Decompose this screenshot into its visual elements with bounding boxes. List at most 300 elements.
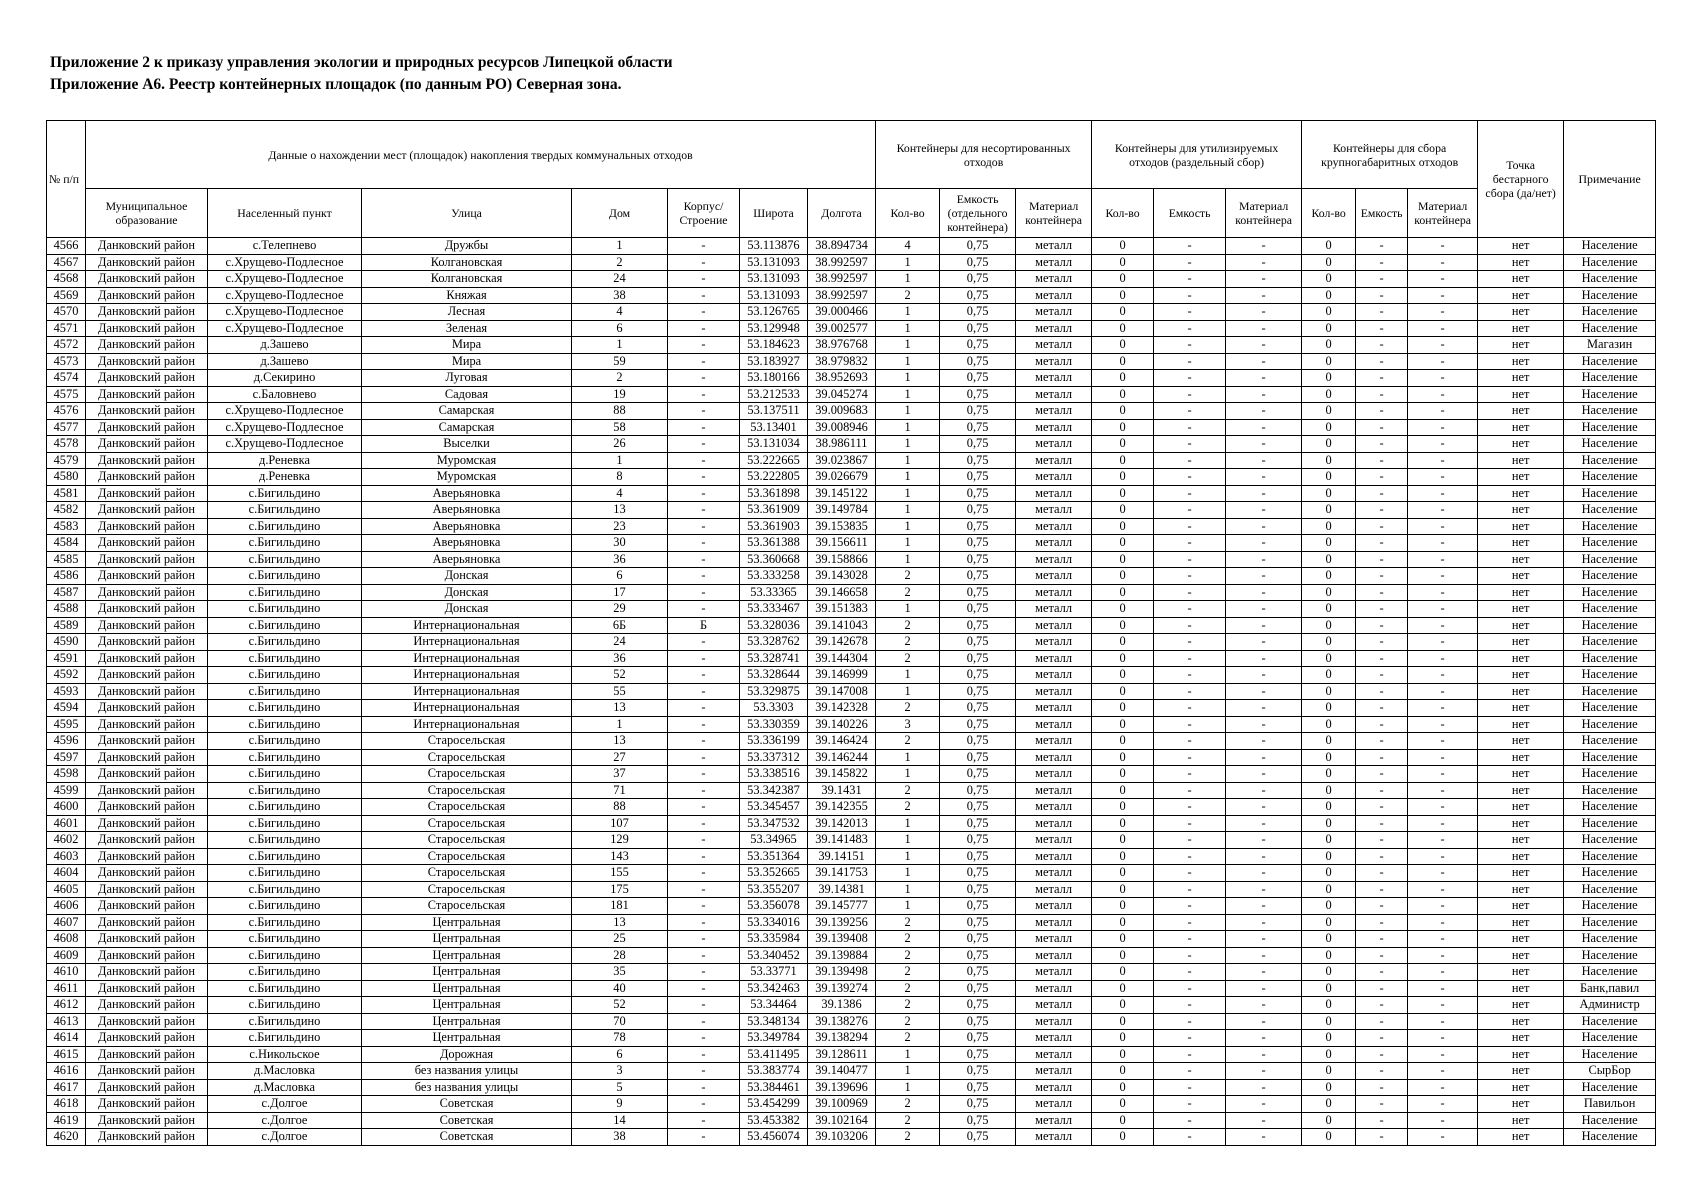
header-b-capacity: Емкость (1356, 189, 1408, 238)
cell-recycled-material: - (1226, 815, 1302, 832)
cell-building: - (668, 1129, 740, 1146)
cell-unsorted-material: металл (1016, 931, 1092, 948)
cell-recycled-material: - (1226, 287, 1302, 304)
cell-bulky-count: 0 (1302, 799, 1356, 816)
table-row (47, 502, 1656, 519)
cell-unsorted-count: 1 (876, 865, 940, 882)
cell-unsorted-capacity: 0,75 (940, 782, 1016, 799)
cell-building: Б (668, 617, 740, 634)
cell-bestarny-point: нет (1478, 386, 1564, 403)
cell-unsorted-material: металл (1016, 320, 1092, 337)
cell-unsorted-count: 2 (876, 980, 940, 997)
cell-recycled-count: 0 (1092, 485, 1154, 502)
cell-row-num: 4608 (47, 931, 86, 948)
table-row (47, 370, 1656, 387)
cell-recycled-capacity: - (1154, 634, 1226, 651)
cell-bulky-capacity: - (1356, 452, 1408, 469)
cell-longitude: 39.153835 (808, 518, 876, 535)
cell-building: - (668, 502, 740, 519)
cell-settlement: д.Реневка (208, 469, 362, 486)
cell-unsorted-capacity: 0,75 (940, 848, 1016, 865)
cell-recycled-count: 0 (1092, 733, 1154, 750)
cell-note: Население (1564, 947, 1656, 964)
cell-note: Население (1564, 1030, 1656, 1047)
cell-house: 4 (572, 485, 668, 502)
table-row (47, 254, 1656, 271)
cell-unsorted-count: 2 (876, 1096, 940, 1113)
cell-bulky-material: - (1408, 469, 1478, 486)
cell-municipality: Данковский район (86, 370, 208, 387)
cell-unsorted-material: металл (1016, 700, 1092, 717)
cell-unsorted-count: 1 (876, 485, 940, 502)
cell-street: Центральная (362, 1013, 572, 1030)
cell-bestarny-point: нет (1478, 238, 1564, 255)
cell-recycled-capacity: - (1154, 271, 1226, 288)
cell-municipality: Данковский район (86, 403, 208, 420)
cell-house: 19 (572, 386, 668, 403)
cell-building: - (668, 1030, 740, 1047)
cell-bestarny-point: нет (1478, 584, 1564, 601)
cell-recycled-capacity: - (1154, 304, 1226, 321)
cell-house: 1 (572, 337, 668, 354)
cell-bulky-capacity: - (1356, 535, 1408, 552)
cell-bulky-material: - (1408, 799, 1478, 816)
cell-street: Выселки (362, 436, 572, 453)
cell-bulky-count: 0 (1302, 1079, 1356, 1096)
cell-longitude: 39.000466 (808, 304, 876, 321)
cell-recycled-material: - (1226, 568, 1302, 585)
cell-street: Самарская (362, 403, 572, 420)
cell-bulky-count: 0 (1302, 1096, 1356, 1113)
cell-street: Интернациональная (362, 617, 572, 634)
cell-recycled-capacity: - (1154, 1046, 1226, 1063)
cell-municipality: Данковский район (86, 551, 208, 568)
cell-longitude: 39.102164 (808, 1112, 876, 1129)
cell-unsorted-material: металл (1016, 1129, 1092, 1146)
cell-recycled-material: - (1226, 634, 1302, 651)
cell-note: Население (1564, 700, 1656, 717)
cell-unsorted-count: 1 (876, 419, 940, 436)
cell-recycled-capacity: - (1154, 947, 1226, 964)
table-row (47, 650, 1656, 667)
cell-bulky-capacity: - (1356, 733, 1408, 750)
cell-bulky-count: 0 (1302, 1063, 1356, 1080)
cell-bulky-material: - (1408, 1046, 1478, 1063)
cell-street: Старосельская (362, 815, 572, 832)
cell-row-num: 4602 (47, 832, 86, 849)
cell-bulky-count: 0 (1302, 980, 1356, 997)
cell-unsorted-count: 2 (876, 634, 940, 651)
cell-unsorted-capacity: 0,75 (940, 815, 1016, 832)
cell-building: - (668, 1013, 740, 1030)
cell-bulky-count: 0 (1302, 997, 1356, 1014)
cell-recycled-capacity: - (1154, 980, 1226, 997)
cell-bulky-capacity: - (1356, 782, 1408, 799)
cell-latitude: 53.212533 (740, 386, 808, 403)
cell-bestarny-point: нет (1478, 436, 1564, 453)
cell-recycled-material: - (1226, 419, 1302, 436)
cell-unsorted-count: 1 (876, 403, 940, 420)
cell-note: Население (1564, 584, 1656, 601)
cell-bulky-material: - (1408, 749, 1478, 766)
cell-unsorted-material: металл (1016, 1046, 1092, 1063)
cell-note: Население (1564, 1079, 1656, 1096)
cell-latitude: 53.129948 (740, 320, 808, 337)
cell-street: Зеленая (362, 320, 572, 337)
cell-unsorted-material: металл (1016, 403, 1092, 420)
cell-street: Старосельская (362, 733, 572, 750)
cell-note: Население (1564, 683, 1656, 700)
cell-recycled-material: - (1226, 1129, 1302, 1146)
table-row (47, 1096, 1656, 1113)
cell-unsorted-count: 4 (876, 238, 940, 255)
cell-row-num: 4585 (47, 551, 86, 568)
cell-longitude: 39.045274 (808, 386, 876, 403)
cell-municipality: Данковский район (86, 485, 208, 502)
cell-latitude: 53.361903 (740, 518, 808, 535)
cell-bulky-count: 0 (1302, 452, 1356, 469)
cell-latitude: 53.34965 (740, 832, 808, 849)
cell-latitude: 53.342387 (740, 782, 808, 799)
cell-row-num: 4579 (47, 452, 86, 469)
cell-recycled-material: - (1226, 238, 1302, 255)
cell-settlement: с.Бигильдино (208, 683, 362, 700)
cell-unsorted-capacity: 0,75 (940, 353, 1016, 370)
cell-unsorted-count: 1 (876, 452, 940, 469)
cell-unsorted-count: 2 (876, 617, 940, 634)
cell-bestarny-point: нет (1478, 403, 1564, 420)
cell-recycled-material: - (1226, 898, 1302, 915)
cell-unsorted-capacity: 0,75 (940, 947, 1016, 964)
cell-row-num: 4596 (47, 733, 86, 750)
cell-bulky-capacity: - (1356, 518, 1408, 535)
cell-house: 1 (572, 238, 668, 255)
cell-bulky-capacity: - (1356, 337, 1408, 354)
cell-house: 70 (572, 1013, 668, 1030)
cell-bulky-capacity: - (1356, 634, 1408, 651)
cell-unsorted-capacity: 0,75 (940, 914, 1016, 931)
cell-row-num: 4610 (47, 964, 86, 981)
cell-bulky-material: - (1408, 436, 1478, 453)
cell-recycled-count: 0 (1092, 287, 1154, 304)
cell-building: - (668, 254, 740, 271)
cell-longitude: 38.992597 (808, 254, 876, 271)
cell-longitude: 39.142678 (808, 634, 876, 651)
cell-unsorted-material: металл (1016, 304, 1092, 321)
cell-building: - (668, 485, 740, 502)
cell-unsorted-capacity: 0,75 (940, 584, 1016, 601)
cell-unsorted-material: металл (1016, 832, 1092, 849)
cell-unsorted-count: 1 (876, 254, 940, 271)
cell-recycled-count: 0 (1092, 1030, 1154, 1047)
header-bulky-group: Контейнеры для сбора крупногабаритных отходов (1302, 121, 1478, 189)
cell-bulky-material: - (1408, 1063, 1478, 1080)
cell-recycled-count: 0 (1092, 584, 1154, 601)
cell-unsorted-capacity: 0,75 (940, 980, 1016, 997)
cell-unsorted-material: металл (1016, 799, 1092, 816)
cell-row-num: 4586 (47, 568, 86, 585)
cell-unsorted-material: металл (1016, 815, 1092, 832)
cell-house: 143 (572, 848, 668, 865)
cell-house: 14 (572, 1112, 668, 1129)
cell-latitude: 53.384461 (740, 1079, 808, 1096)
cell-note: Население (1564, 386, 1656, 403)
cell-recycled-count: 0 (1092, 931, 1154, 948)
cell-note: Население (1564, 287, 1656, 304)
cell-latitude: 53.456074 (740, 1129, 808, 1146)
cell-recycled-count: 0 (1092, 782, 1154, 799)
cell-unsorted-material: металл (1016, 980, 1092, 997)
cell-note: Население (1564, 353, 1656, 370)
cell-house: 13 (572, 914, 668, 931)
cell-house: 26 (572, 436, 668, 453)
cell-bestarny-point: нет (1478, 535, 1564, 552)
cell-recycled-capacity: - (1154, 1030, 1226, 1047)
cell-longitude: 39.142355 (808, 799, 876, 816)
cell-bulky-count: 0 (1302, 848, 1356, 865)
cell-building: - (668, 733, 740, 750)
cell-note: Население (1564, 1013, 1656, 1030)
cell-row-num: 4607 (47, 914, 86, 931)
cell-recycled-material: - (1226, 485, 1302, 502)
cell-settlement: с.Бигильдино (208, 749, 362, 766)
cell-street: Старосельская (362, 799, 572, 816)
cell-building: - (668, 304, 740, 321)
table-row (47, 601, 1656, 618)
cell-bulky-count: 0 (1302, 584, 1356, 601)
cell-latitude: 53.334016 (740, 914, 808, 931)
cell-recycled-count: 0 (1092, 238, 1154, 255)
cell-bulky-capacity: - (1356, 254, 1408, 271)
table-row (47, 304, 1656, 321)
header-point: Точка бестарного сбора (да/нет) (1478, 121, 1564, 238)
cell-bulky-material: - (1408, 716, 1478, 733)
cell-bulky-capacity: - (1356, 1030, 1408, 1047)
cell-latitude: 53.329875 (740, 683, 808, 700)
cell-bulky-count: 0 (1302, 617, 1356, 634)
cell-bulky-material: - (1408, 700, 1478, 717)
cell-bulky-count: 0 (1302, 469, 1356, 486)
cell-bulky-material: - (1408, 634, 1478, 651)
cell-building: - (668, 370, 740, 387)
cell-building: - (668, 452, 740, 469)
cell-recycled-count: 0 (1092, 535, 1154, 552)
cell-note: Павильон (1564, 1096, 1656, 1113)
cell-house: 6 (572, 1046, 668, 1063)
cell-bulky-material: - (1408, 238, 1478, 255)
cell-latitude: 53.222805 (740, 469, 808, 486)
cell-recycled-material: - (1226, 700, 1302, 717)
cell-row-num: 4603 (47, 848, 86, 865)
cell-row-num: 4618 (47, 1096, 86, 1113)
cell-unsorted-capacity: 0,75 (940, 370, 1016, 387)
cell-bestarny-point: нет (1478, 964, 1564, 981)
cell-row-num: 4609 (47, 947, 86, 964)
cell-recycled-material: - (1226, 535, 1302, 552)
cell-street: без названия улицы (362, 1079, 572, 1096)
cell-unsorted-capacity: 0,75 (940, 881, 1016, 898)
cell-bestarny-point: нет (1478, 733, 1564, 750)
cell-bestarny-point: нет (1478, 1096, 1564, 1113)
cell-building: - (668, 1079, 740, 1096)
cell-street: Старосельская (362, 898, 572, 915)
cell-street: Старосельская (362, 848, 572, 865)
cell-latitude: 53.13401 (740, 419, 808, 436)
cell-bulky-count: 0 (1302, 832, 1356, 849)
cell-recycled-count: 0 (1092, 1079, 1154, 1096)
cell-settlement: с.Хрущево-Подлесное (208, 254, 362, 271)
cell-unsorted-count: 1 (876, 815, 940, 832)
cell-recycled-material: - (1226, 386, 1302, 403)
cell-recycled-material: - (1226, 865, 1302, 882)
cell-settlement: с.Бигильдино (208, 931, 362, 948)
cell-unsorted-count: 1 (876, 683, 940, 700)
cell-latitude: 53.333258 (740, 568, 808, 585)
cell-settlement: с.Бигильдино (208, 848, 362, 865)
cell-latitude: 53.330359 (740, 716, 808, 733)
cell-unsorted-capacity: 0,75 (940, 1079, 1016, 1096)
cell-unsorted-capacity: 0,75 (940, 683, 1016, 700)
cell-recycled-count: 0 (1092, 1129, 1154, 1146)
cell-recycled-capacity: - (1154, 469, 1226, 486)
cell-street: Старосельская (362, 881, 572, 898)
header-b-count: Кол-во (1302, 189, 1356, 238)
cell-house: 35 (572, 964, 668, 981)
cell-recycled-capacity: - (1154, 914, 1226, 931)
cell-building: - (668, 1112, 740, 1129)
cell-unsorted-material: металл (1016, 469, 1092, 486)
cell-recycled-material: - (1226, 997, 1302, 1014)
cell-unsorted-material: металл (1016, 1063, 1092, 1080)
cell-building: - (668, 700, 740, 717)
cell-longitude: 39.008946 (808, 419, 876, 436)
cell-house: 38 (572, 1129, 668, 1146)
cell-recycled-capacity: - (1154, 1112, 1226, 1129)
cell-building: - (668, 782, 740, 799)
cell-recycled-capacity: - (1154, 881, 1226, 898)
cell-note: Население (1564, 469, 1656, 486)
cell-latitude: 53.126765 (740, 304, 808, 321)
cell-recycled-material: - (1226, 1063, 1302, 1080)
cell-bulky-capacity: - (1356, 320, 1408, 337)
cell-bulky-capacity: - (1356, 914, 1408, 931)
cell-row-num: 4580 (47, 469, 86, 486)
cell-recycled-count: 0 (1092, 964, 1154, 981)
cell-row-num: 4566 (47, 238, 86, 255)
cell-row-num: 4593 (47, 683, 86, 700)
cell-note: Население (1564, 535, 1656, 552)
table-row (47, 914, 1656, 931)
cell-municipality: Данковский район (86, 881, 208, 898)
cell-recycled-material: - (1226, 964, 1302, 981)
cell-row-num: 4605 (47, 881, 86, 898)
cell-street: Интернациональная (362, 650, 572, 667)
cell-unsorted-material: металл (1016, 716, 1092, 733)
cell-settlement: с.Хрущево-Подлесное (208, 436, 362, 453)
cell-unsorted-capacity: 0,75 (940, 518, 1016, 535)
cell-settlement: д.Зашево (208, 353, 362, 370)
cell-settlement: с.Бигильдино (208, 964, 362, 981)
cell-bulky-capacity: - (1356, 931, 1408, 948)
cell-unsorted-count: 1 (876, 832, 940, 849)
cell-bulky-material: - (1408, 667, 1478, 684)
cell-municipality: Данковский район (86, 535, 208, 552)
cell-note: Население (1564, 271, 1656, 288)
cell-street: Интернациональная (362, 716, 572, 733)
cell-bulky-capacity: - (1356, 584, 1408, 601)
cell-longitude: 39.1431 (808, 782, 876, 799)
cell-bestarny-point: нет (1478, 997, 1564, 1014)
cell-bestarny-point: нет (1478, 337, 1564, 354)
cell-recycled-count: 0 (1092, 436, 1154, 453)
cell-municipality: Данковский район (86, 980, 208, 997)
cell-settlement: с.Хрущево-Подлесное (208, 320, 362, 337)
cell-building: - (668, 749, 740, 766)
cell-settlement: с.Хрущево-Подлесное (208, 419, 362, 436)
cell-note: Население (1564, 238, 1656, 255)
cell-bulky-material: - (1408, 766, 1478, 783)
cell-latitude: 53.137511 (740, 403, 808, 420)
cell-bulky-material: - (1408, 551, 1478, 568)
table-row (47, 469, 1656, 486)
cell-unsorted-material: металл (1016, 683, 1092, 700)
header-b-material: Материал контейнера (1408, 189, 1478, 238)
cell-house: 2 (572, 370, 668, 387)
document-title-line-1: Приложение 2 к приказу управления экологии и природных ресурсов Липецкой области (50, 54, 673, 71)
cell-bulky-capacity: - (1356, 815, 1408, 832)
cell-house: 6Б (572, 617, 668, 634)
cell-bulky-capacity: - (1356, 881, 1408, 898)
cell-bestarny-point: нет (1478, 634, 1564, 651)
cell-longitude: 39.142328 (808, 700, 876, 717)
table-row (47, 485, 1656, 502)
cell-bulky-capacity: - (1356, 1096, 1408, 1113)
cell-unsorted-count: 2 (876, 799, 940, 816)
cell-bulky-capacity: - (1356, 898, 1408, 915)
cell-latitude: 53.34464 (740, 997, 808, 1014)
cell-bulky-count: 0 (1302, 337, 1356, 354)
cell-bulky-capacity: - (1356, 683, 1408, 700)
cell-bulky-capacity: - (1356, 601, 1408, 618)
cell-unsorted-capacity: 0,75 (940, 716, 1016, 733)
cell-municipality: Данковский район (86, 502, 208, 519)
cell-unsorted-capacity: 0,75 (940, 634, 1016, 651)
cell-house: 3 (572, 1063, 668, 1080)
cell-bulky-material: - (1408, 782, 1478, 799)
cell-recycled-count: 0 (1092, 914, 1154, 931)
cell-unsorted-count: 1 (876, 337, 940, 354)
cell-recycled-capacity: - (1154, 1079, 1226, 1096)
cell-row-num: 4601 (47, 815, 86, 832)
cell-street: Аверьяновка (362, 518, 572, 535)
cell-bulky-capacity: - (1356, 304, 1408, 321)
cell-unsorted-material: металл (1016, 881, 1092, 898)
cell-bulky-material: - (1408, 617, 1478, 634)
cell-house: 13 (572, 733, 668, 750)
cell-municipality: Данковский район (86, 749, 208, 766)
cell-unsorted-capacity: 0,75 (940, 733, 1016, 750)
cell-longitude: 38.976768 (808, 337, 876, 354)
cell-house: 28 (572, 947, 668, 964)
cell-bestarny-point: нет (1478, 766, 1564, 783)
cell-settlement: с.Бигильдино (208, 535, 362, 552)
cell-latitude: 53.351364 (740, 848, 808, 865)
cell-settlement: с.Бигильдино (208, 502, 362, 519)
cell-latitude: 53.328644 (740, 667, 808, 684)
cell-note: Население (1564, 502, 1656, 519)
cell-bulky-count: 0 (1302, 700, 1356, 717)
cell-recycled-capacity: - (1154, 799, 1226, 816)
